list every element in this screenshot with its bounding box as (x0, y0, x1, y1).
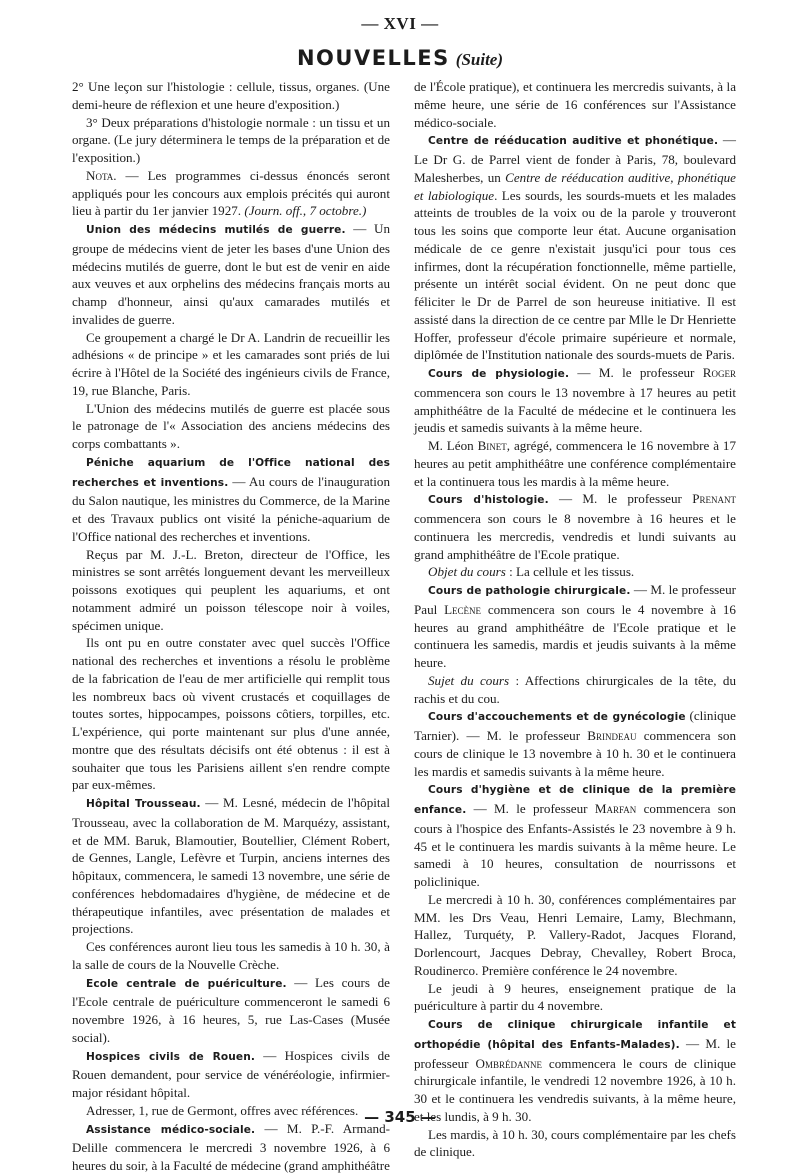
news-item-centre-reeducation (414, 131, 736, 364)
news-text: — Au cours de l'inauguration du Salon nautique, les ministres du Commerce, de la Marine et des Travaux publics ont visité la péniche-aquarium de l'Office national des recherches et inventions. (72, 473, 390, 544)
professor-name: Roger (702, 365, 736, 380)
news-item-ecole-puericulture (72, 974, 390, 1047)
news-text: — M. le professeur (548, 491, 693, 507)
news-heading: Assistance médico-sociale. (86, 1123, 256, 1136)
professor-name: Marfan (594, 801, 637, 816)
news-item-peniche-aquarium (72, 453, 390, 546)
professor-name: Lecène (444, 601, 482, 617)
news-text: — Hospices civils de Rouen demandent, pour service de vénéréologie, infirmier-major résidant hôpital. (72, 1047, 390, 1100)
news-item-accouchements (414, 707, 736, 780)
news-heading: Union des médecins mutilés de guerre. (86, 224, 346, 236)
news-text: commencera son cours le 8 novembre à 16 heures et le continuera les mercredis, vendredis et lundi suivants au grand amphithéâtre de l'Ecole pratique. (414, 511, 736, 562)
news-heading: Péniche aquarium de l'Office national des recherches et inventions. (72, 456, 390, 489)
news-text: commencera le cours de clinique chirurgicale infantile, le vendredi 12 novembre 1926, à 10 h. 30 et le continuera les vendredis suivants, à la même heure, et les lundis, à 9 h. 30. (414, 1055, 736, 1124)
news-heading: Cours d'hygiène et de clinique de la première enfance. (414, 784, 736, 816)
news-text-italic: Centre de rééducation auditive, phonétique et labiologique (414, 169, 736, 203)
paragraph: Reçus par M. J.-L. Breton, directeur de l'Office, les ministres se sont arrêtés longuement devant les merveilleux poissons exotiques qui peuplent les aquariums, et ont notamment admiré un poisson télescope noir à voiles, spécimen unique. (72, 546, 390, 633)
news-text: : La cellule et les tissus. (505, 564, 635, 580)
paragraph (414, 563, 736, 581)
news-text: — M. Lesné, médecin de l'hôpital Trousseau, avec la collaboration de M. Marquézy, assistant, et de MM. Baruk, Blamoutier, Boutellier, Clément Robert, de Gennes, Langle, Lefèvre et Turpin, anciens internes des hôpitaux, commencera, le samedi 13 novembre, une série de conférences hebdomadaires d'hygiène, de médecine et de thérapeutique infantiles, avec présentation de malades et projections. (72, 795, 390, 937)
news-text: — Le Dr G. de Parrel vient de fonder à Paris, 78, boulevard Malesherbes, un (414, 132, 736, 185)
paragraph: Ce groupement a chargé le Dr A. Landrin de recueillir les adhésions « de principe » et les camarades sont priés de lui écrire à l'Hôtel de la Société des ingénieurs civils de France, 19, rue Blanche, Paris. (72, 329, 390, 398)
paragraph (414, 437, 736, 490)
news-item-hopital-trousseau (72, 794, 390, 938)
right-column (414, 78, 737, 1160)
professor-name: Brindeau (587, 728, 637, 743)
news-text: commencera son cours de clinique le 13 novembre à 10 h. 30 et le continuera les mardis et samedis suivants à la même heure. (414, 728, 736, 779)
paragraph: Ils ont pu en outre constater avec quel succès l'Office national des recherches et inventions a résolu le problème de la fabrication de l'eau de mer artificielle qui remplit tous les nombreux bacs où vivent crustacés et coquillages de toutes sortes, hippocampes, poissons côtiers, torpilles, etc. L'expérience, qui porte maintenant sur plus d'une année, montre que des résultats décisifs ont été obtenus : il est à souhaiter que tous les Parisiens aillent s'en rendre compte par eux-mêmes. (72, 635, 390, 793)
news-text: — Les cours de l'Ecole centrale de puériculture commenceront le samedi 6 novembre 1926, à 16 heures, 5, rue Las-Cases (Musée social). (72, 974, 390, 1045)
paragraph: Les mardis, à 10 h. 30, cours complémentaire par les chefs de clinique. (414, 1126, 736, 1160)
news-item-cours-physiologie (414, 364, 736, 437)
nota-lead: Nota. (86, 167, 117, 183)
news-text: commencera son cours le 13 novembre à 17 heures au petit amphithéâtre de la Faculté de médecine et le continuera les jeudis et samedis suivants à la même heure. (414, 384, 736, 436)
paragraph: Adresser, 1, rue de Germont, offres avec références. (86, 1102, 359, 1118)
paragraph: Le mercredi à 10 h. 30, conférences complémentaires par MM. les Drs Veau, Henri Lemaire, Lamy, Blechmann, Hallez, Turquéty, P. Vallery-Radot, Jacques Florand, Dorlencourt, Jacques Debray, Chevalley, Robert Broca, Roudinerco. Première conférence le 24 novembre. (414, 891, 736, 978)
news-text: : Affections chirurgicales de la tête, du rachis et du cou. (414, 672, 737, 706)
paragraph (414, 672, 736, 708)
professor-name: Binet (477, 438, 507, 453)
nota-source: (Journ. off., 7 octobre.) (244, 203, 367, 219)
professor-name: Prenant (692, 491, 736, 507)
news-heading: Cours de clinique chirurgicale infantile et orthopédie (hôpital des Enfants-Malades). (414, 1019, 736, 1051)
news-text: — M. le professeur (414, 1035, 736, 1071)
paragraph: L'Union des médecins mutilés de guerre est placée sous le patronage de l'« Association des anciens médecins des corps combattants ». (72, 400, 390, 451)
news-text: — Un groupe de médecins vient de jeter les bases d'une Union des médecins mutilés de guerre, dont le but est de venir en aide aux veuves et aux orphelins des médecins français morts au champ d'honneur, ainsi qu'aux camarades mutilés et invalides de guerre. (72, 221, 390, 327)
nota-paragraph (72, 167, 390, 220)
news-item-hospices-rouen (72, 1047, 390, 1102)
news-text: , agrégé, commencera le 16 novembre à 17 heures au petit amphithéâtre une conférence complémentaire et la continuera tous les mardis à la même heure. (414, 438, 736, 489)
news-item-hygiene-premiere-enfance (414, 780, 736, 891)
news-text: commencera son cours à l'hospice des Enfants-Assistés le 23 novembre à 9 h. 45 et le continuera les mardis suivants à la même heure. Le samedi à 10 heures, consultation de nourrissons et policlinique. (414, 801, 736, 889)
news-heading: Ecole centrale de puériculture. (86, 977, 287, 990)
paragraph: 3° Deux préparations d'histologie normale : un tissu et un organe. (Le jury déterminera le temps de la préparation et de l'exposition.) (72, 114, 390, 165)
section-suite: (Suite) (455, 50, 504, 69)
news-heading: Hôpital Trousseau. (86, 798, 201, 810)
news-heading: Cours d'histologie. (428, 494, 549, 507)
course-object-lead: Objet du cours (428, 564, 506, 580)
left-column (72, 78, 390, 1173)
news-text: — M. P.-F. Armand-Delille commencera le mercredi 3 novembre 1926, à 6 heures du soir, à la Faculté de médecine (grand amphithéâtre (72, 1120, 390, 1173)
section-title: NOUVELLES (296, 46, 450, 70)
news-text: (clinique Tarnier). — M. le professeur (414, 708, 736, 743)
news-text: — M. le professeur Paul (414, 582, 736, 617)
professor-name: Ombrédanne (475, 1055, 542, 1071)
paragraph: 2° Une leçon sur l'histologie : cellule, tissus, organes. (Une demi-heure de réflexion et une heure d'exposition.) (72, 79, 390, 112)
news-heading: Cours de physiologie. (428, 368, 570, 380)
news-heading: Cours de pathologie chirurgicale. (428, 585, 631, 597)
news-heading: Centre de rééducation auditive et phonétique. (428, 135, 719, 148)
news-heading: Hospices civils de Rouen. (86, 1050, 255, 1063)
paragraph: Ces conférences auront lieu tous les samedis à 10 h. 30, à la salle de cours de la Nouvelle Crèche. (72, 939, 390, 972)
news-text: commencera son cours le 4 novembre à 16 heures au grand amphithéâtre de l'Ecole pratique et le continuera les samedis, mardis et jeudis suivants à la même heure. (414, 601, 736, 670)
news-item-assistance-medico-sociale (72, 1120, 390, 1175)
news-text: — M. le professeur (569, 365, 703, 380)
news-heading: Cours d'accouchements et de gynécologie (428, 711, 686, 724)
news-item-pathologie-chirurgicale (414, 581, 736, 672)
news-text: . Les sourds, les sourds-muets et les malades atteints de troubles de la voix ou de la parole y trouveront tous les soins que comporte leur état. Aucune organisation médicale de ce genre n'existait jusqu'ici pour tous ces infirmes, dont la récupération fonctionnelle, même partielle, présente un intérêt social évident. On ne peut donc que féliciter le Dr de Parrel de son heureuse initiative. Il est assisté dans la direction de ce centre par Mlle le Dr Henriette Hoffer, professeur d'école primaire supérieure et normale, diplômée de l'Institution nationale des sourds-muets de Paris. (414, 187, 736, 363)
news-item-union-medecins (72, 220, 390, 329)
paragraph: Le jeudi à 9 heures, enseignement pratique de la puériculture à partir du 4 novembre. (414, 980, 736, 1014)
folio-roman: — XVI — (361, 14, 439, 33)
course-subject-lead: Sujet du cours (428, 672, 510, 688)
page-number: — 345 — (364, 1108, 436, 1126)
news-text: — M. le professeur (466, 801, 595, 816)
news-item-cours-histologie (414, 490, 736, 563)
running-header (0, 46, 800, 70)
news-text: M. Léon (428, 438, 478, 453)
paragraph-continued: de l'École pratique), et continuera les mercredis suivants, à la même heure, une série de 16 conférences sur l'Assistance médico-sociale. (414, 79, 736, 130)
nota-text: — Les programmes ci-dessus énoncés seront appliqués pour les concours aux emplois précités qui auront lieu à partir du 1er janvier 1927. (72, 167, 390, 219)
